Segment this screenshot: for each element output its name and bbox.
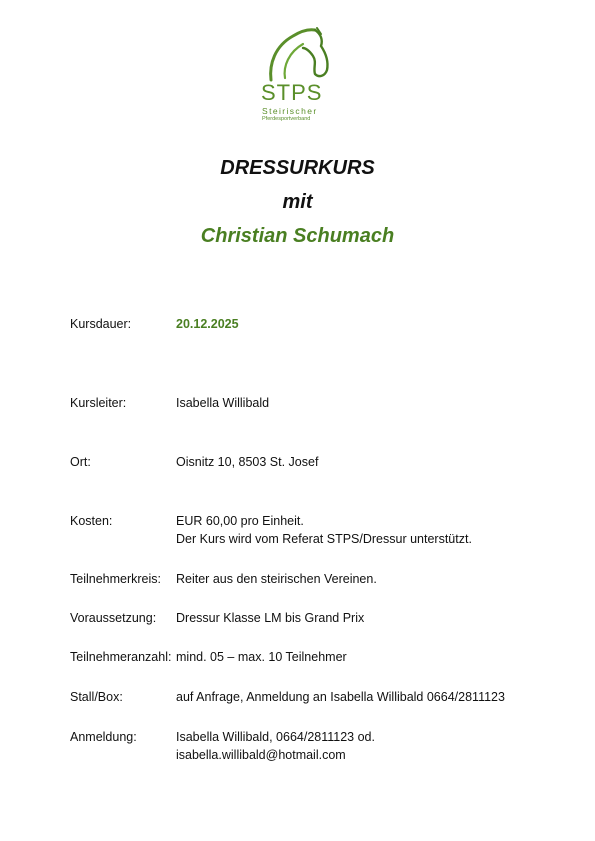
- detail-label: Kursdauer:: [70, 317, 132, 331]
- detail-value: Isabella Willibald, 0664/2811123 od.: [176, 730, 375, 744]
- detail-label: Kursleiter:: [70, 396, 127, 410]
- detail-label: Stall/Box:: [70, 690, 123, 704]
- logo-subtitle-small: Pferdesportverband: [262, 116, 311, 122]
- detail-value: Reiter aus den steirischen Vereinen.: [176, 572, 377, 586]
- detail-label: Teilnehmeranzahl:: [70, 650, 172, 664]
- detail-label: Voraussetzung:: [70, 611, 157, 625]
- detail-label: Ort:: [70, 455, 91, 469]
- detail-label: Anmeldung:: [70, 730, 137, 744]
- detail-value-date: 20.12.2025: [176, 317, 239, 331]
- instructor-name-title: Christian Schumach: [200, 225, 395, 247]
- horse-head-icon: [263, 26, 333, 82]
- detail-value: Der Kurs wird vom Referat STPS/Dressur unterstützt.: [176, 532, 472, 546]
- detail-value: EUR 60,00 pro Einheit.: [176, 514, 304, 528]
- title-connector: mit: [282, 191, 313, 213]
- detail-label: Kosten:: [70, 514, 113, 528]
- detail-value: mind. 05 – max. 10 Teilnehmer: [176, 650, 347, 664]
- detail-label: Teilnehmerkreis:: [70, 572, 162, 586]
- logo-text: STPS: [261, 80, 323, 105]
- logo-subtitle: Steirischer: [262, 106, 318, 116]
- stps-logo: [255, 26, 345, 126]
- course-title: DRESSURKURS: [220, 157, 375, 179]
- detail-value: Dressur Klasse LM bis Grand Prix: [176, 611, 365, 625]
- email-value: isabella.willibald@hotmail.com: [176, 748, 346, 762]
- detail-value: Isabella Willibald: [176, 396, 270, 410]
- detail-value: Oisnitz 10, 8503 St. Josef: [176, 455, 319, 469]
- detail-value: auf Anfrage, Anmeldung an Isabella Willibald 0664/2811123: [176, 690, 505, 704]
